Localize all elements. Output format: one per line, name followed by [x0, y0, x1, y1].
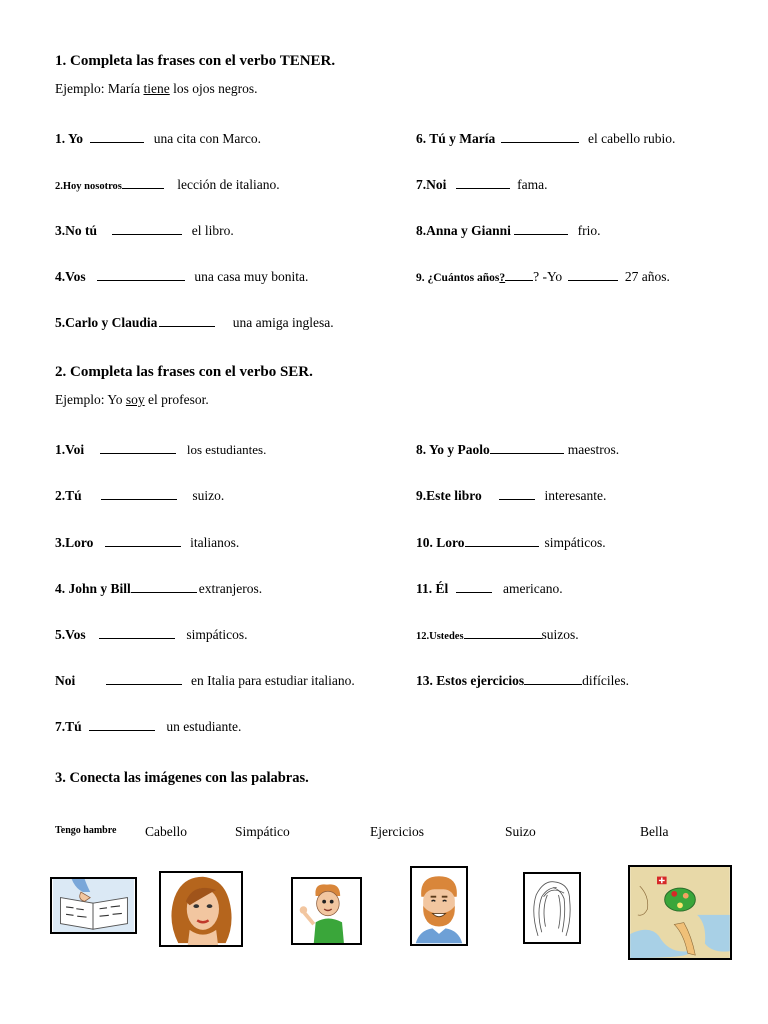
item-text: en Italia para estudiar italiano.	[191, 673, 355, 688]
answer-blank[interactable]	[97, 279, 185, 281]
item-number: 4. John y Bill	[55, 581, 131, 596]
example-verb: soy	[125, 392, 145, 407]
item-text: un estudiante.	[166, 719, 242, 734]
item-text: fama.	[517, 177, 548, 192]
question-mark: ?	[499, 272, 506, 284]
item-text: difíciles.	[582, 673, 629, 688]
answer-blank[interactable]	[456, 591, 492, 593]
item-number: 8.Anna y Gianni	[416, 223, 511, 238]
item-text: interesante.	[544, 488, 607, 503]
item-number: 9. ¿Cuántos años	[416, 272, 500, 284]
answer-blank[interactable]	[568, 279, 618, 281]
answer-blank[interactable]	[524, 683, 582, 685]
s1-item-8	[416, 223, 601, 239]
item-text: extranjeros.	[198, 581, 263, 596]
answer-blank[interactable]	[112, 233, 182, 235]
item-text: los estudiantes.	[186, 442, 267, 457]
s2-item-11	[416, 581, 563, 597]
item-text: el libro.	[191, 223, 234, 238]
item-text: suizo.	[192, 488, 225, 503]
answer-blank[interactable]	[465, 545, 539, 547]
item-number: 6. Tú y María	[416, 131, 496, 146]
item-text: 27 años.	[624, 269, 670, 284]
s1-item-2	[55, 177, 280, 193]
word-suizo: Suizo	[505, 824, 536, 839]
section2-title: 2. Completa las frases con el verbo SER.	[55, 364, 313, 380]
answer-blank[interactable]	[122, 187, 164, 189]
answer-blank[interactable]	[490, 452, 564, 454]
item-number: 4.Vos	[55, 269, 86, 284]
item-text: maestros.	[567, 442, 620, 457]
s2-item-9	[416, 488, 606, 504]
s2-item-1	[55, 442, 266, 458]
s1-item-4	[55, 269, 308, 285]
hair-sketch-icon[interactable]	[523, 872, 581, 944]
item-number: 7.Noi	[416, 177, 447, 192]
item-number: 9.Este libro	[416, 488, 482, 503]
answer-blank[interactable]	[100, 452, 176, 454]
item-number: 2.Hoy nosotros	[55, 181, 122, 192]
woman-face-icon[interactable]	[159, 871, 243, 947]
example-text-end: los ojos negros.	[169, 81, 258, 96]
s2-item-8	[416, 442, 619, 458]
answer-blank[interactable]	[106, 683, 182, 685]
s2-item-13	[416, 673, 629, 689]
word-ejercicios: Ejercicios	[370, 824, 424, 839]
example-text-end: el profesor.	[144, 392, 209, 407]
item-text: una amiga inglesa.	[232, 315, 334, 330]
s1-item-7	[416, 177, 547, 193]
item-number: 1. Yo	[55, 131, 84, 146]
answer-blank[interactable]	[99, 637, 175, 639]
s1-item-5	[55, 315, 334, 331]
item-number: 5.Vos	[55, 627, 86, 642]
answer-blank[interactable]	[105, 545, 181, 547]
answer-blank[interactable]	[464, 637, 542, 639]
s1-item-3	[55, 223, 234, 239]
s2-item-7	[55, 719, 241, 735]
example-text: Ejemplo: María	[55, 81, 144, 96]
section1-title: 1. Completa las frases con el verbo TENER.	[55, 53, 336, 69]
item-number: 3.No tú	[55, 223, 98, 238]
answer-blank[interactable]	[505, 279, 533, 281]
item-text: simpáticos.	[544, 535, 606, 550]
s2-item-12	[416, 627, 579, 643]
s2-item-5	[55, 627, 248, 643]
section2-example	[55, 392, 209, 408]
answer-blank[interactable]	[90, 141, 144, 143]
answer-blank[interactable]	[131, 591, 197, 593]
word-cabello: Cabello	[145, 824, 187, 839]
answer-blank[interactable]	[159, 325, 215, 327]
answer-blank[interactable]	[499, 498, 535, 500]
example-verb: tiene	[143, 81, 170, 96]
item-number: 11. Él	[416, 581, 449, 596]
s2-item-3	[55, 535, 239, 551]
s2-item-4	[55, 581, 262, 597]
switzerland-map-icon[interactable]	[628, 865, 732, 960]
item-text: lección de italiano.	[177, 177, 280, 192]
item-text: suizos.	[541, 627, 579, 642]
book-reading-icon[interactable]	[50, 877, 137, 934]
section1-example	[55, 81, 257, 97]
item-number: 13. Estos ejercicios	[416, 673, 525, 688]
item-number: Noi	[55, 673, 76, 688]
item-text: italianos.	[190, 535, 240, 550]
item-number: 1.Voi	[55, 442, 85, 457]
answer-blank[interactable]	[89, 729, 155, 731]
item-number: 3.Loro	[55, 535, 94, 550]
item-number: 8. Yo y Paolo	[416, 442, 490, 457]
s2-item-6	[55, 673, 355, 689]
example-text: Ejemplo: Yo	[55, 392, 126, 407]
s1-item-1	[55, 131, 261, 147]
answer-blank[interactable]	[456, 187, 510, 189]
word-tengo-hambre: Tengo hambre	[55, 825, 117, 836]
item-number: 2.Tú	[55, 488, 82, 503]
item-number: 10. Loro	[416, 535, 465, 550]
item-text: el cabello rubio.	[588, 131, 676, 146]
s1-item-6	[416, 131, 675, 147]
word-simpatico: Simpático	[235, 824, 290, 839]
cartoon-man-icon[interactable]	[291, 877, 362, 945]
word-bella: Bella	[640, 824, 669, 839]
item-text: ? -Yo	[533, 269, 563, 284]
item-text: americano.	[503, 581, 563, 596]
s1-item-9	[416, 269, 670, 285]
smiling-man-icon[interactable]	[410, 866, 468, 946]
item-text: una cita con Marco.	[153, 131, 261, 146]
item-number: 5.Carlo y Claudia	[55, 315, 158, 330]
item-text: simpáticos.	[186, 627, 248, 642]
item-number: 7.Tú	[55, 719, 82, 734]
answer-blank[interactable]	[101, 498, 177, 500]
answer-blank[interactable]	[514, 233, 568, 235]
answer-blank[interactable]	[501, 141, 579, 143]
item-text: frio.	[577, 223, 601, 238]
item-number: 12.Ustedes	[416, 631, 464, 642]
section3-title: 3. Conecta las imágenes con las palabras.	[55, 770, 309, 786]
item-text: una casa muy bonita.	[194, 269, 309, 284]
s2-item-10	[416, 535, 606, 551]
s2-item-2	[55, 488, 224, 504]
